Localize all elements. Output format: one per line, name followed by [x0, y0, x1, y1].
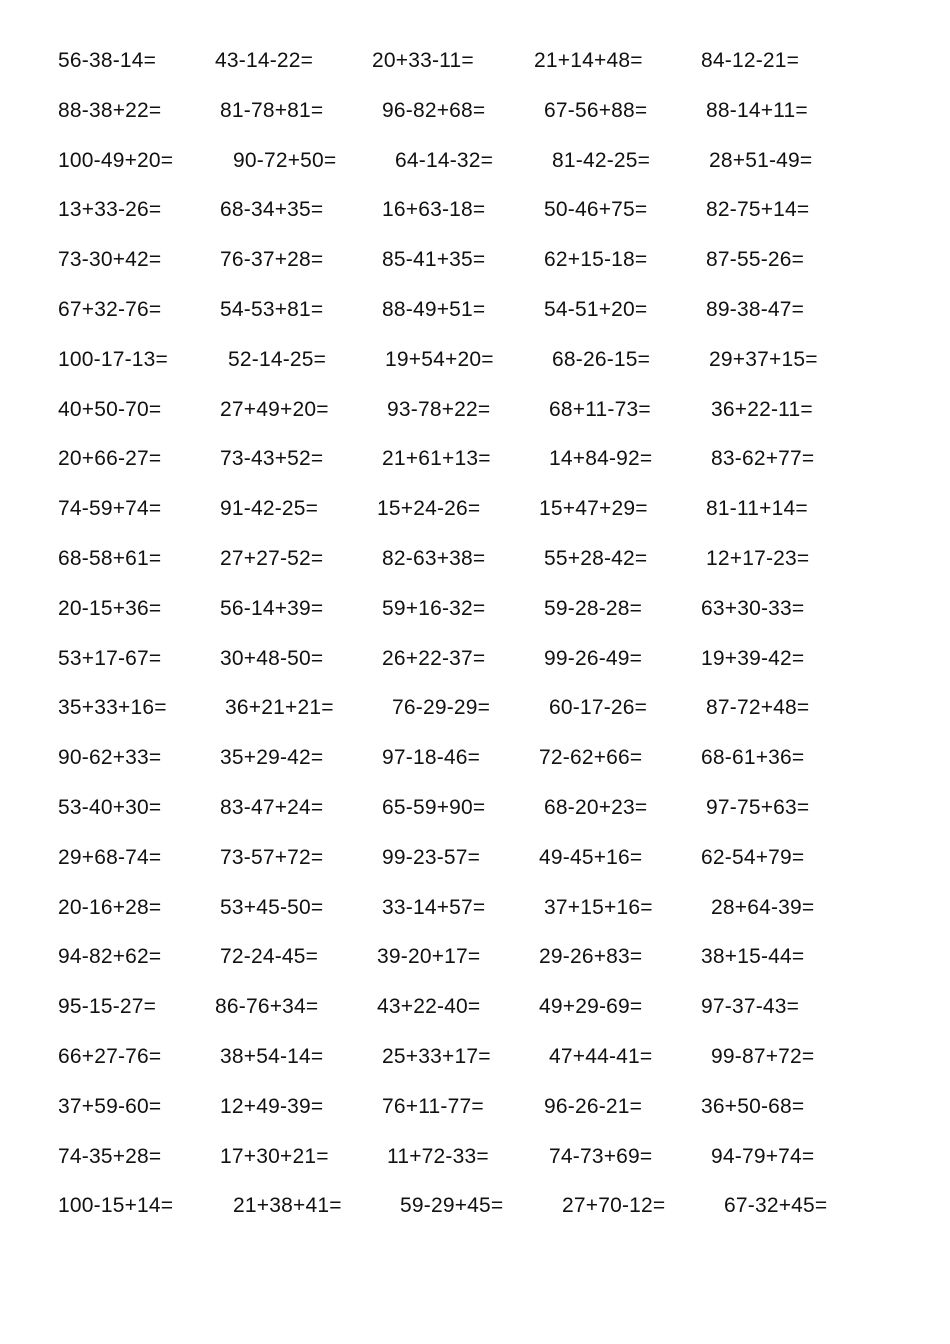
math-problem: 67-56+88=	[544, 98, 648, 122]
math-problem: 74-73+69=	[549, 1144, 653, 1168]
math-problem: 83-47+24=	[220, 796, 324, 819]
math-problem: 29+37+15=	[709, 347, 818, 371]
math-problem: 87-55-26=	[706, 248, 805, 272]
problem-row	[0, 1042, 950, 1072]
math-problem: 88-14+11=	[706, 98, 808, 122]
math-problem: 67-32+45=	[724, 1194, 828, 1218]
math-problem: 62+15-18=	[544, 248, 648, 272]
problem-row	[0, 644, 950, 674]
problem-row	[0, 345, 950, 375]
math-problem: 53+45-50=	[220, 895, 324, 919]
math-problem: 26+22-37=	[382, 646, 486, 670]
math-problem: 36+22-11=	[711, 397, 813, 421]
problem-row	[0, 793, 950, 823]
math-problem: 28+51-49=	[709, 148, 813, 172]
math-problem: 27+70-12=	[562, 1194, 666, 1218]
math-problem: 94-82+62=	[58, 945, 162, 969]
problem-row	[0, 594, 950, 624]
problem-row	[0, 942, 950, 972]
math-problem: 88-49+51=	[382, 298, 486, 321]
math-problem: 59-29+45=	[400, 1194, 504, 1218]
problem-row	[0, 743, 950, 773]
math-problem: 11+72-33=	[387, 1144, 489, 1168]
math-problem: 99-26-49=	[544, 646, 643, 670]
math-problem: 76-29-29=	[392, 696, 491, 720]
math-problem: 43+22-40=	[377, 995, 481, 1019]
math-problem: 13+33-26=	[58, 198, 162, 222]
math-problem: 29-26+83=	[539, 945, 643, 969]
problem-row	[0, 992, 950, 1022]
math-problem: 81-11+14=	[706, 497, 808, 521]
problem-row	[0, 843, 950, 873]
math-problem: 20-16+28=	[58, 895, 162, 919]
problem-row	[0, 494, 950, 524]
math-problem: 21+61+13=	[382, 447, 491, 471]
math-problem: 12+49-39=	[220, 1094, 324, 1118]
math-problem: 81-78+81=	[220, 98, 324, 122]
problem-row	[0, 1092, 950, 1122]
math-problem: 90-62+33=	[58, 746, 162, 770]
math-problem: 14+84-92=	[549, 447, 653, 471]
math-problem: 38+54-14=	[220, 1045, 324, 1068]
math-problem: 43-14-22=	[215, 49, 314, 72]
math-problem: 99-23-57=	[382, 845, 481, 869]
math-problem: 93-78+22=	[387, 397, 491, 421]
math-problem: 15+47+29=	[539, 497, 648, 521]
math-problem: 88-38+22=	[58, 98, 162, 122]
problem-row	[0, 395, 950, 425]
math-problem: 73-43+52=	[220, 447, 324, 471]
math-problem: 20+66-27=	[58, 447, 162, 471]
math-problem: 86-76+34=	[215, 995, 319, 1019]
math-problem: 54-53+81=	[220, 298, 324, 321]
problem-row	[0, 1191, 950, 1221]
math-problem: 82-75+14=	[706, 198, 810, 222]
math-problem: 72-24-45=	[220, 945, 319, 969]
math-problem: 73-30+42=	[58, 248, 162, 272]
math-problem: 29+68-74=	[58, 845, 162, 869]
math-problem: 56-38-14=	[58, 49, 157, 72]
math-problem: 96-26-21=	[544, 1094, 643, 1118]
math-problem: 63+30-33=	[701, 596, 805, 620]
math-problem: 36+21+21=	[225, 696, 334, 720]
math-problem: 97-37-43=	[701, 995, 800, 1019]
math-problem: 94-79+74=	[711, 1144, 815, 1168]
math-problem: 49-45+16=	[539, 845, 643, 869]
math-problem: 17+30+21=	[220, 1144, 329, 1168]
math-problem: 39-20+17=	[377, 945, 481, 969]
math-problem: 68-61+36=	[701, 746, 805, 770]
math-problem: 33-14+57=	[382, 895, 486, 919]
math-problem: 90-72+50=	[233, 148, 337, 172]
math-problem: 84-12-21=	[701, 49, 800, 72]
math-problem: 54-51+20=	[544, 298, 648, 321]
math-problem: 35+29-42=	[220, 746, 324, 770]
math-problem: 35+33+16=	[58, 696, 167, 720]
math-problem: 15+24-26=	[377, 497, 481, 521]
math-problem: 53+17-67=	[58, 646, 162, 670]
math-problem: 67+32-76=	[58, 298, 162, 321]
math-problem: 97-75+63=	[706, 796, 810, 819]
math-problem: 59-28-28=	[544, 596, 643, 620]
math-problem: 56-14+39=	[220, 596, 324, 620]
math-problem: 16+63-18=	[382, 198, 486, 222]
math-problem: 49+29-69=	[539, 995, 643, 1019]
math-problem: 100-15+14=	[58, 1194, 174, 1218]
math-problem: 68+11-73=	[549, 397, 651, 421]
math-problem: 30+48-50=	[220, 646, 324, 670]
math-problem: 68-34+35=	[220, 198, 324, 222]
math-problem: 96-82+68=	[382, 98, 486, 122]
math-problem: 50-46+75=	[544, 198, 648, 222]
math-problem: 28+64-39=	[711, 895, 815, 919]
math-problem: 68-20+23=	[544, 796, 648, 819]
math-problem: 89-38-47=	[706, 298, 805, 321]
math-problem: 37+59-60=	[58, 1094, 162, 1118]
math-problem: 91-42-25=	[220, 497, 319, 521]
math-problem: 66+27-76=	[58, 1045, 162, 1068]
problem-row	[0, 96, 950, 126]
math-problem: 19+54+20=	[385, 347, 494, 371]
math-problem: 36+50-68=	[701, 1094, 805, 1118]
problem-row	[0, 46, 950, 76]
problem-row	[0, 245, 950, 275]
math-problem: 100-17-13=	[58, 347, 169, 371]
math-problem: 72-62+66=	[539, 746, 643, 770]
math-problem: 20+33-11=	[372, 49, 474, 72]
problem-row	[0, 195, 950, 225]
math-problem: 100-49+20=	[58, 148, 174, 172]
math-problem: 64-14-32=	[395, 148, 494, 172]
math-problem: 21+38+41=	[233, 1194, 342, 1218]
math-problem: 12+17-23=	[706, 547, 810, 570]
math-problem: 99-87+72=	[711, 1045, 815, 1068]
math-problem: 73-57+72=	[220, 845, 324, 869]
math-problem: 60-17-26=	[549, 696, 648, 720]
math-problem: 27+49+20=	[220, 397, 329, 421]
math-problem: 87-72+48=	[706, 696, 810, 720]
math-problem: 85-41+35=	[382, 248, 486, 272]
math-problem: 25+33+17=	[382, 1045, 491, 1068]
math-problem: 53-40+30=	[58, 796, 162, 819]
problem-row	[0, 146, 950, 176]
math-problem: 21+14+48=	[534, 49, 643, 72]
math-problem: 74-59+74=	[58, 497, 162, 521]
problem-row	[0, 893, 950, 923]
math-problem: 52-14-25=	[228, 347, 327, 371]
math-problem: 27+27-52=	[220, 547, 324, 570]
math-problem: 59+16-32=	[382, 596, 486, 620]
math-problem: 95-15-27=	[58, 995, 157, 1019]
problem-row	[0, 1142, 950, 1172]
problem-row	[0, 444, 950, 474]
math-problem: 40+50-70=	[58, 397, 162, 421]
math-problem: 76-37+28=	[220, 248, 324, 272]
math-problem: 55+28-42=	[544, 547, 648, 570]
math-problem: 38+15-44=	[701, 945, 805, 969]
math-problem: 62-54+79=	[701, 845, 805, 869]
problem-row	[0, 693, 950, 723]
math-problem: 65-59+90=	[382, 796, 486, 819]
math-problem: 68-26-15=	[552, 347, 651, 371]
math-problem: 19+39-42=	[701, 646, 805, 670]
math-problem: 76+11-77=	[382, 1094, 484, 1118]
math-problem: 81-42-25=	[552, 148, 651, 172]
math-problem: 74-35+28=	[58, 1144, 162, 1168]
problem-row	[0, 544, 950, 574]
math-problem: 97-18-46=	[382, 746, 481, 770]
math-problem: 47+44-41=	[549, 1045, 653, 1068]
math-problem: 37+15+16=	[544, 895, 653, 919]
math-problem: 20-15+36=	[58, 596, 162, 620]
math-problem: 82-63+38=	[382, 547, 486, 570]
math-problem: 83-62+77=	[711, 447, 815, 471]
math-problem: 68-58+61=	[58, 547, 162, 570]
problem-row	[0, 295, 950, 325]
